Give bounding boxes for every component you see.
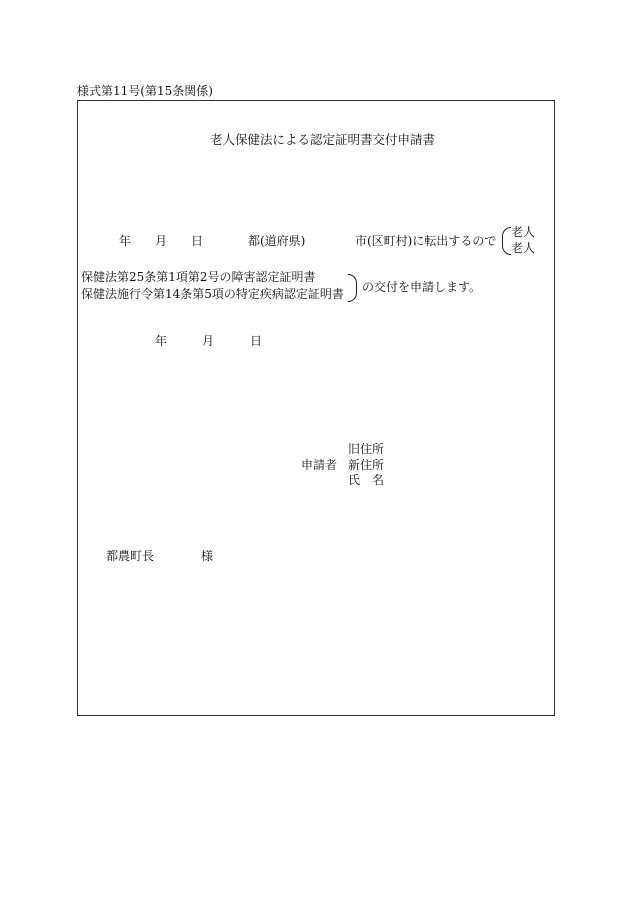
option-elderly-1: 老人	[511, 225, 536, 239]
certificate-type-specific-disease: 保健法施行令第14条第5項の特定疾病認定証明書	[81, 287, 344, 301]
name-label: 氏 名	[348, 473, 385, 487]
transfer-month-label: 月	[155, 234, 168, 248]
new-address-label: 新住所	[348, 458, 385, 472]
certificate-type-disability: 保健法第25条第1項第2号の障害認定証明書	[81, 270, 316, 284]
addressee-title: 都農町長	[106, 549, 155, 563]
option-elderly-2: 老人	[511, 241, 536, 255]
form-box	[77, 100, 555, 716]
date-day-label: 日	[250, 334, 263, 348]
date-month-label: 月	[202, 334, 215, 348]
city-transfer-text: 市(区町村)に転出するので	[355, 234, 497, 248]
form-number: 様式第11号(第15条関係)	[77, 84, 213, 98]
date-year-label: 年	[155, 334, 168, 348]
left-brace	[502, 227, 511, 255]
transfer-year-label: 年	[119, 234, 132, 248]
form-title: 老人保健法による認定証明書交付申請書	[210, 132, 436, 147]
request-text: の交付を申請します。	[362, 280, 482, 294]
old-address-label: 旧住所	[348, 442, 385, 456]
applicant-label: 申請者	[301, 458, 338, 472]
prefecture-label: 都(道府県)	[248, 234, 306, 248]
transfer-day-label: 日	[191, 234, 204, 248]
addressee-honorific: 様	[201, 549, 214, 563]
